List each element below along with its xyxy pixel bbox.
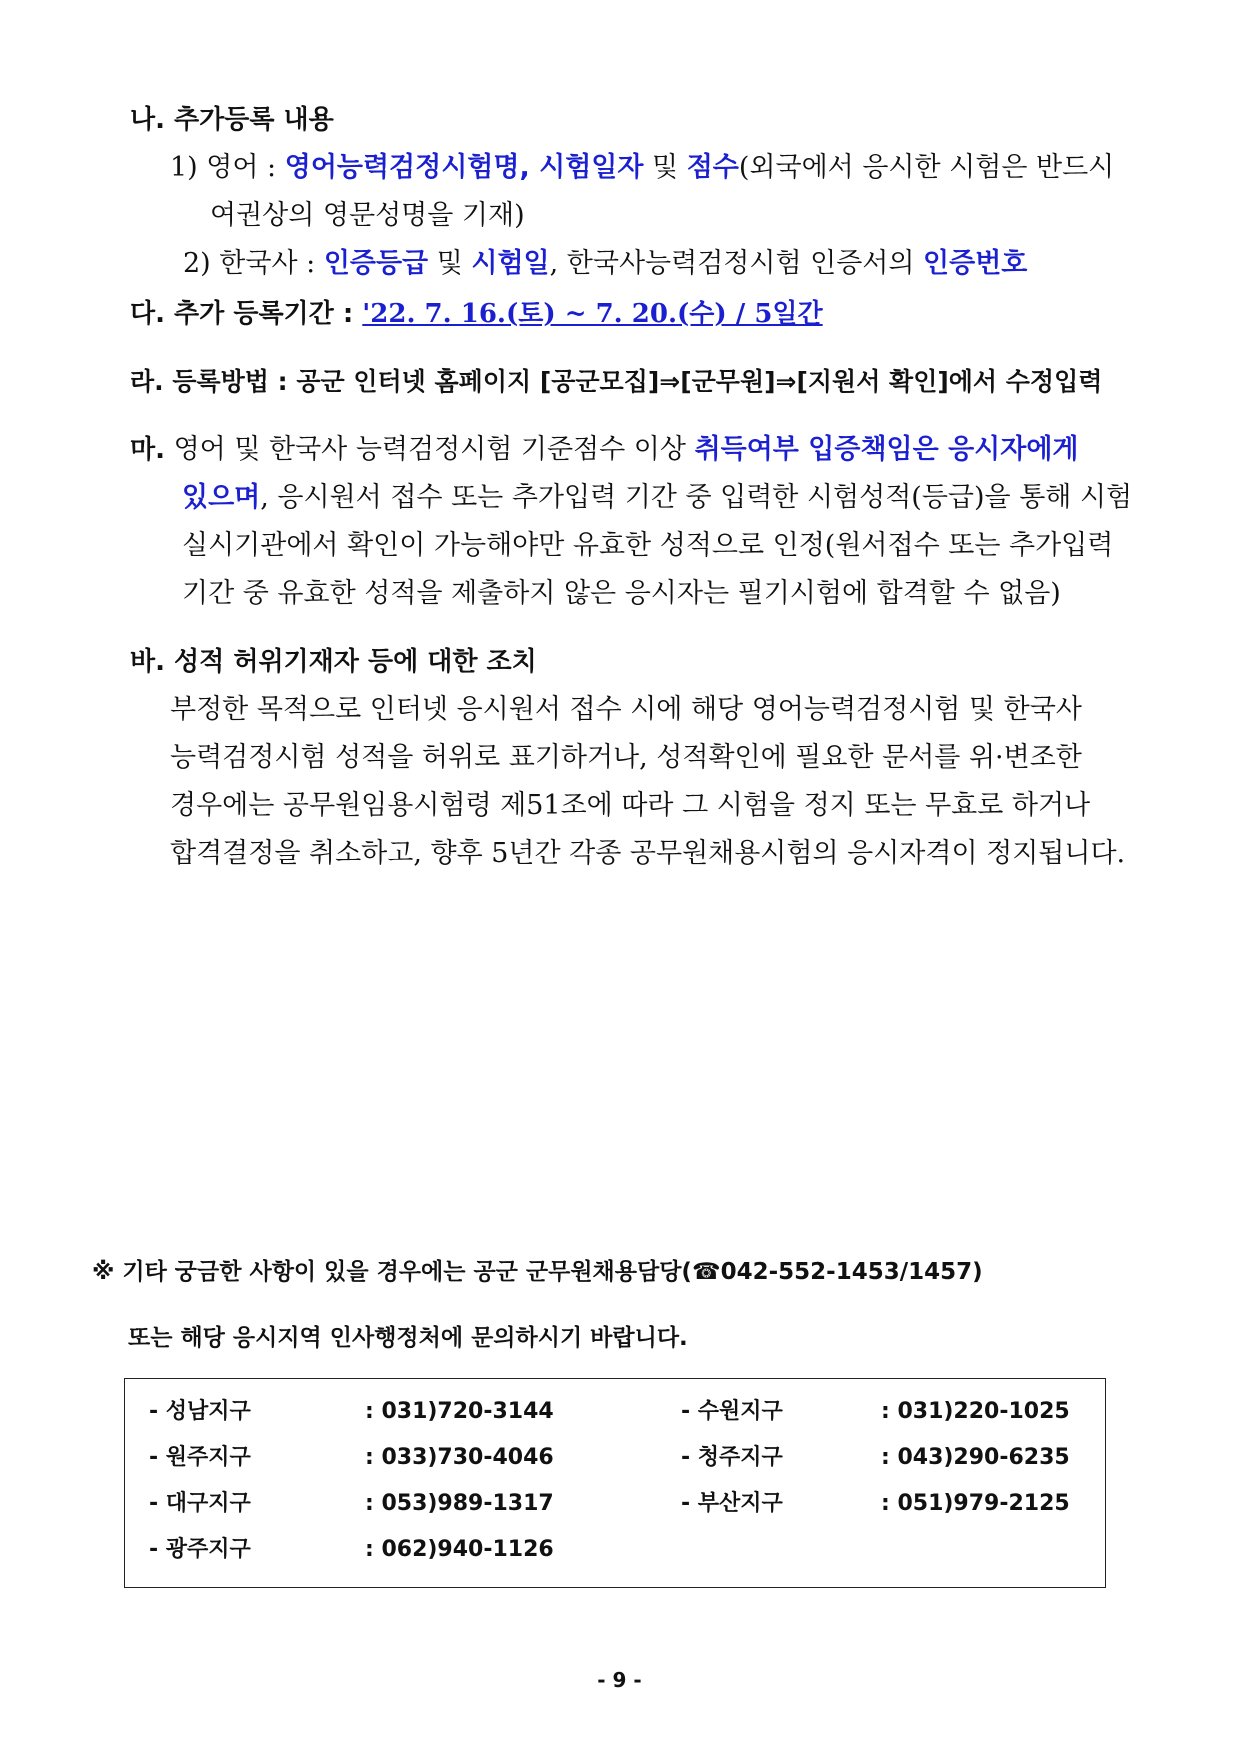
item-2-emphasis-1: 인증등급 bbox=[323, 248, 429, 279]
note-line-2: 또는 해당 응시지역 인사행정처에 문의하시기 바랍니다. bbox=[128, 1325, 688, 1351]
section-ba-line-2: 능력검정시험 성적을 허위로 표기하거나, 성적확인에 필요한 문서를 위·변조한 bbox=[170, 742, 1082, 773]
item-1-mid: 및 bbox=[643, 152, 687, 183]
section-ma-line-1-emphasis: 취득여부 입증책임은 응시자에게 bbox=[694, 434, 1079, 465]
note-line-1: ※ 기타 궁금한 사항이 있을 경우에는 공군 군무원채용담당(☎042-552-1453/1457) bbox=[92, 1259, 983, 1285]
contact-region: - 부산지구 bbox=[681, 1491, 783, 1516]
contacts-row bbox=[125, 1435, 1105, 1481]
section-da bbox=[130, 294, 823, 334]
section-na-item-1 bbox=[170, 148, 1114, 188]
section-ba-line-4: 합격결정을 취소하고, 향후 5년간 각종 공무원채용시험의 응시자격이 정지됩니다. bbox=[170, 838, 1126, 869]
item-2-mid-2: , 한국사능력검정시험 인증서의 bbox=[549, 248, 924, 279]
section-na-item-2 bbox=[183, 244, 1027, 284]
section-ma-line-4: 기간 중 유효한 성적을 제출하지 않은 응시자는 필기시험에 합격할 수 없음) bbox=[182, 578, 1061, 609]
section-ma-line-1 bbox=[130, 430, 1079, 470]
item-1-suffix: (외국에서 응시한 시험은 반드시 bbox=[738, 152, 1115, 183]
contact-phone: : 031)720-3144 bbox=[365, 1399, 554, 1424]
contact-phone: : 043)290-6235 bbox=[881, 1445, 1070, 1470]
contact-region: - 청주지구 bbox=[681, 1445, 783, 1470]
page-number: - 9 - bbox=[597, 1668, 642, 1692]
section-da-period: '22. 7. 16.(토) ~ 7. 20.(수) / 5일간 bbox=[362, 299, 823, 329]
contact-region: - 광주지구 bbox=[149, 1537, 251, 1562]
section-ma-line-3: 실시기관에서 확인이 가능해야만 유효한 성적으로 인정(원서접수 또는 추가입력 bbox=[182, 530, 1114, 561]
contact-phone: : 051)979-2125 bbox=[881, 1491, 1070, 1516]
section-ma-line-2-text: , 응시원서 접수 또는 추가입력 기간 중 입력한 시험성적(등급)을 통해 시험 bbox=[260, 482, 1133, 513]
item-1-prefix: 1) 영어 : bbox=[170, 152, 285, 183]
item-2-emphasis-3: 인증번호 bbox=[923, 248, 1028, 279]
contact-region: - 대구지구 bbox=[149, 1491, 251, 1516]
section-ma-prefix: 마. bbox=[130, 435, 165, 465]
contact-phone: : 062)940-1126 bbox=[365, 1537, 554, 1562]
contact-region: - 성남지구 bbox=[149, 1399, 251, 1424]
contacts-box bbox=[124, 1378, 1106, 1588]
section-da-label: 다. 추가 등록기간 : bbox=[130, 299, 363, 329]
section-na-heading: 나. 추가등록 내용 bbox=[130, 105, 334, 135]
section-ba-line-1: 부정한 목적으로 인터넷 응시원서 접수 시에 해당 영어능력검정시험 및 한국사 bbox=[170, 694, 1082, 725]
section-ma-line-1-text: 영어 및 한국사 능력검정시험 기준점수 이상 bbox=[165, 434, 695, 465]
section-ra: 라. 등록방법 : 공군 인터넷 홈페이지 [공군모집]⇒[군무원]⇒[지원서 확인]에서 수정입력 bbox=[130, 367, 1103, 396]
item-2-emphasis-2: 시험일 bbox=[471, 248, 550, 279]
item-2-mid-1: 및 bbox=[428, 248, 472, 279]
contacts-row bbox=[125, 1527, 1105, 1573]
contacts-row bbox=[125, 1481, 1105, 1527]
contact-phone: : 031)220-1025 bbox=[881, 1399, 1070, 1424]
section-ba-line-3: 경우에는 공무원임용시험령 제51조에 따라 그 시험을 정지 또는 무효로 하거나 bbox=[170, 790, 1091, 821]
section-ba-heading: 바. 성적 허위기재자 등에 대한 조치 bbox=[130, 647, 537, 677]
item-2-prefix: 2) 한국사 : bbox=[183, 248, 324, 279]
section-ma-line-2 bbox=[182, 478, 1132, 518]
contact-region: - 원주지구 bbox=[149, 1445, 251, 1470]
contact-region: - 수원지구 bbox=[681, 1399, 783, 1424]
contact-phone: : 053)989-1317 bbox=[365, 1491, 554, 1516]
contact-phone: : 033)730-4046 bbox=[365, 1445, 554, 1470]
item-1-emphasis-2: 점수 bbox=[686, 152, 739, 183]
section-na-item-1-continued: 여권상의 영문성명을 기재) bbox=[210, 200, 525, 231]
section-ma-line-2-emphasis: 있으며 bbox=[182, 482, 261, 513]
contacts-row bbox=[125, 1389, 1105, 1435]
item-1-emphasis-1: 영어능력검정시험명, 시험일자 bbox=[284, 152, 644, 183]
